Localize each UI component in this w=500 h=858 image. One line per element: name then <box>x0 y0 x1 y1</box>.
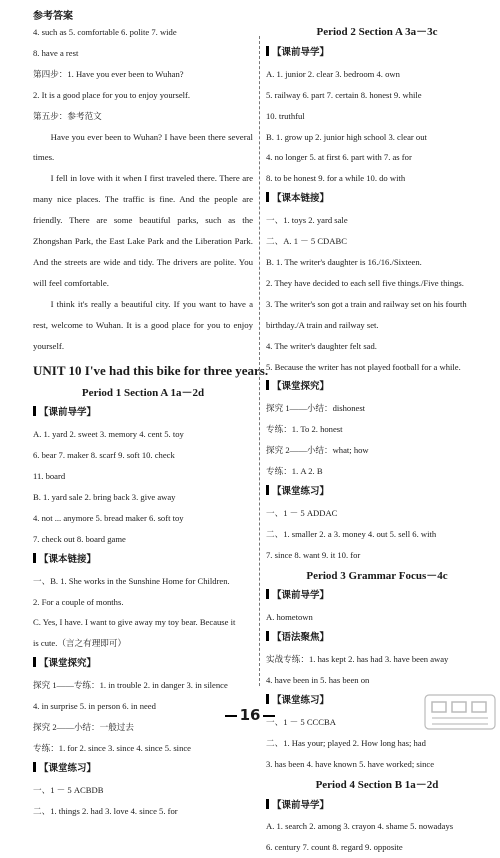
answer-line: 一、B. 1. She works in the Sunshine Home for Children. <box>33 575 230 586</box>
period-heading: Period 2 Section A 3a－3c <box>316 26 438 38</box>
period-heading: Period 4 Section B 1a－2d <box>315 778 439 791</box>
answer-line: 3. has been 4. have known 5. have worked; since <box>266 758 435 769</box>
essay-paragraph: Have you ever been to Wuhan? I have been there several times. <box>33 131 253 163</box>
left-top-answers <box>33 22 253 127</box>
answer-line: A. 1. yard 2. sweet 3. memory 4. cent 5. toy <box>33 429 184 440</box>
answer-line: 6. bear 7. maker 8. scarf 9. soft 10. check <box>33 450 175 461</box>
unit-title: UNIT 10 I've had this bike for three years. <box>33 362 269 378</box>
section-heading: 【课堂练习】 <box>266 691 488 712</box>
answer-line: A. 1. junior 2. clear 3. bedroom 4. own <box>266 68 400 79</box>
answer-line: 专练：1. To 2. honest <box>266 424 343 435</box>
answer-line: 7. check out 8. board game <box>33 533 126 544</box>
answer-line: is cute.（言之有理即可） <box>33 638 127 649</box>
section-heading: 【课前导学】 <box>33 403 253 424</box>
section-heading: 【课前导学】 <box>266 586 488 607</box>
answer-line: 4. in surprise 5. in person 6. in need <box>33 701 156 712</box>
period-heading: Period 3 Grammar Focus－4c <box>306 569 448 582</box>
period-heading: Period 1 Section A 1a－2d <box>81 386 205 399</box>
page-number: 16 <box>0 706 500 724</box>
right-column <box>266 22 488 853</box>
answer-line: 7. since 8. want 9. it 10. for <box>266 549 361 560</box>
dash-left <box>225 715 237 717</box>
answer-line: 4. no longer 5. at first 6. part with 7. as for <box>266 152 412 163</box>
answer-line: 6. century 7. count 8. regard 9. opposite <box>266 842 403 853</box>
answer-line: B. 1. yard sale 2. bring back 3. give away <box>33 492 176 503</box>
answer-line: 3. The writer's son got a train and railway set on his fourth <box>266 298 467 309</box>
answer-line: 8. to be honest 9. for a while 10. do with <box>266 173 406 184</box>
answer-line: 专练：1. A 2. B <box>266 466 323 477</box>
section-heading: 【课堂练习】 <box>33 759 253 780</box>
answer-line: 8. have a rest <box>33 47 79 58</box>
answer-line: B. 1. The writer's daughter is 16./16./Sixteen. <box>266 256 422 267</box>
page-header: 参考答案 <box>33 11 73 22</box>
answer-line: 2. For a couple of months. <box>33 596 124 607</box>
section-heading: 【课堂探究】 <box>266 377 488 398</box>
answer-line: 实战专练：1. has kept 2. has had 3. have been away <box>266 654 449 665</box>
answer-line: 第四步：1. Have you ever been to Wuhan? <box>33 68 184 79</box>
answer-line: 10. truthful <box>266 110 305 121</box>
answer-line: 探究 2——小结：一般过去 <box>33 722 134 732</box>
answer-line: 4. have been in 5. has been on <box>266 675 370 686</box>
answer-line: 探究 1——专练：1. in trouble 2. in danger 3. in silence <box>33 680 228 691</box>
answer-line: 二、1. smaller 2. a 3. money 4. out 5. sell 6. with <box>266 528 437 539</box>
answer-line: 4. not ... anymore 5. bread maker 6. soft toy <box>33 512 184 523</box>
answer-line: B. 1. grow up 2. junior high school 3. clear out <box>266 131 427 142</box>
answer-line: 二、A. 1 － 5 CDABC <box>266 236 347 247</box>
section-heading: 【课前导学】 <box>266 43 488 64</box>
answer-line: birthday./A train and railway set. <box>266 319 379 330</box>
essay-paragraph: I fell in love with it when I first traveled there. There are many nice places. The traffic is fine. And the people are friendly. There are some beautiful parks, such as the Zhongshan Park, the East Lake Park and the Liberation Park. And the streets are wide and tidy. The drivers are polite. You will feel comfortable. <box>33 173 253 288</box>
answer-line: 一、1 － 5 ACBDB <box>33 784 104 795</box>
answer-line: 4. such as 5. comfortable 6. polite 7. wide <box>33 27 177 37</box>
answer-line: 二、1. Has your; played 2. How long has; had <box>266 737 426 748</box>
answer-line: A. hometown <box>266 612 313 623</box>
sample-essay <box>33 127 253 357</box>
answer-line: 第五步：参考范文 <box>33 110 102 121</box>
section-heading: 【课本链接】 <box>33 550 253 571</box>
unit-answers-left <box>33 383 253 822</box>
answer-line: 5. Because the writer has not played football for a while. <box>266 361 461 372</box>
answer-line: 一、1 － 5 CCCBA <box>266 716 336 727</box>
answer-line: 一、1. toys 2. yard sale <box>266 215 348 226</box>
section-heading: 【课堂练习】 <box>266 482 488 503</box>
answer-line: 11. board <box>33 471 66 482</box>
section-heading: 【语法聚焦】 <box>266 628 488 649</box>
answer-line: 2. They have decided to each sell five things./Five things. <box>266 277 464 288</box>
answer-line: 探究 1——小结：dishonest <box>266 403 366 414</box>
answer-line: 一、1 － 5 ADDAC <box>266 507 338 518</box>
watermark-logo <box>424 694 496 730</box>
answer-line: 专练：1. for 2. since 3. since 4. since 5. since <box>33 742 191 753</box>
answer-line: 4. The writer's daughter felt sad. <box>266 340 377 351</box>
answer-line: C. Yes, I have. I want to give away my toy bear. Because it <box>33 617 236 628</box>
answer-line: 5. railway 6. part 7. certain 8. honest 9. while <box>266 89 422 100</box>
column-divider <box>259 36 260 686</box>
answer-line: 2. It is a good place for you to enjoy yourself. <box>33 89 191 100</box>
section-heading: 【课堂探究】 <box>33 654 253 675</box>
answer-line: 探究 2——小结：what; how <box>266 445 369 456</box>
section-heading: 【课本链接】 <box>266 189 488 210</box>
dash-right <box>263 715 275 717</box>
answer-line: A. 1. search 2. among 3. crayon 4. shame 5. nowadays <box>266 821 454 832</box>
essay-paragraph: I think it's really a beautiful city. If you want to have a rest, welcome to Wuhan. It is a good place for you to enjoy yourself. <box>33 298 253 351</box>
answer-line: 二、1. things 2. had 3. love 4. since 5. for <box>33 805 178 816</box>
section-heading: 【课前导学】 <box>266 796 488 817</box>
